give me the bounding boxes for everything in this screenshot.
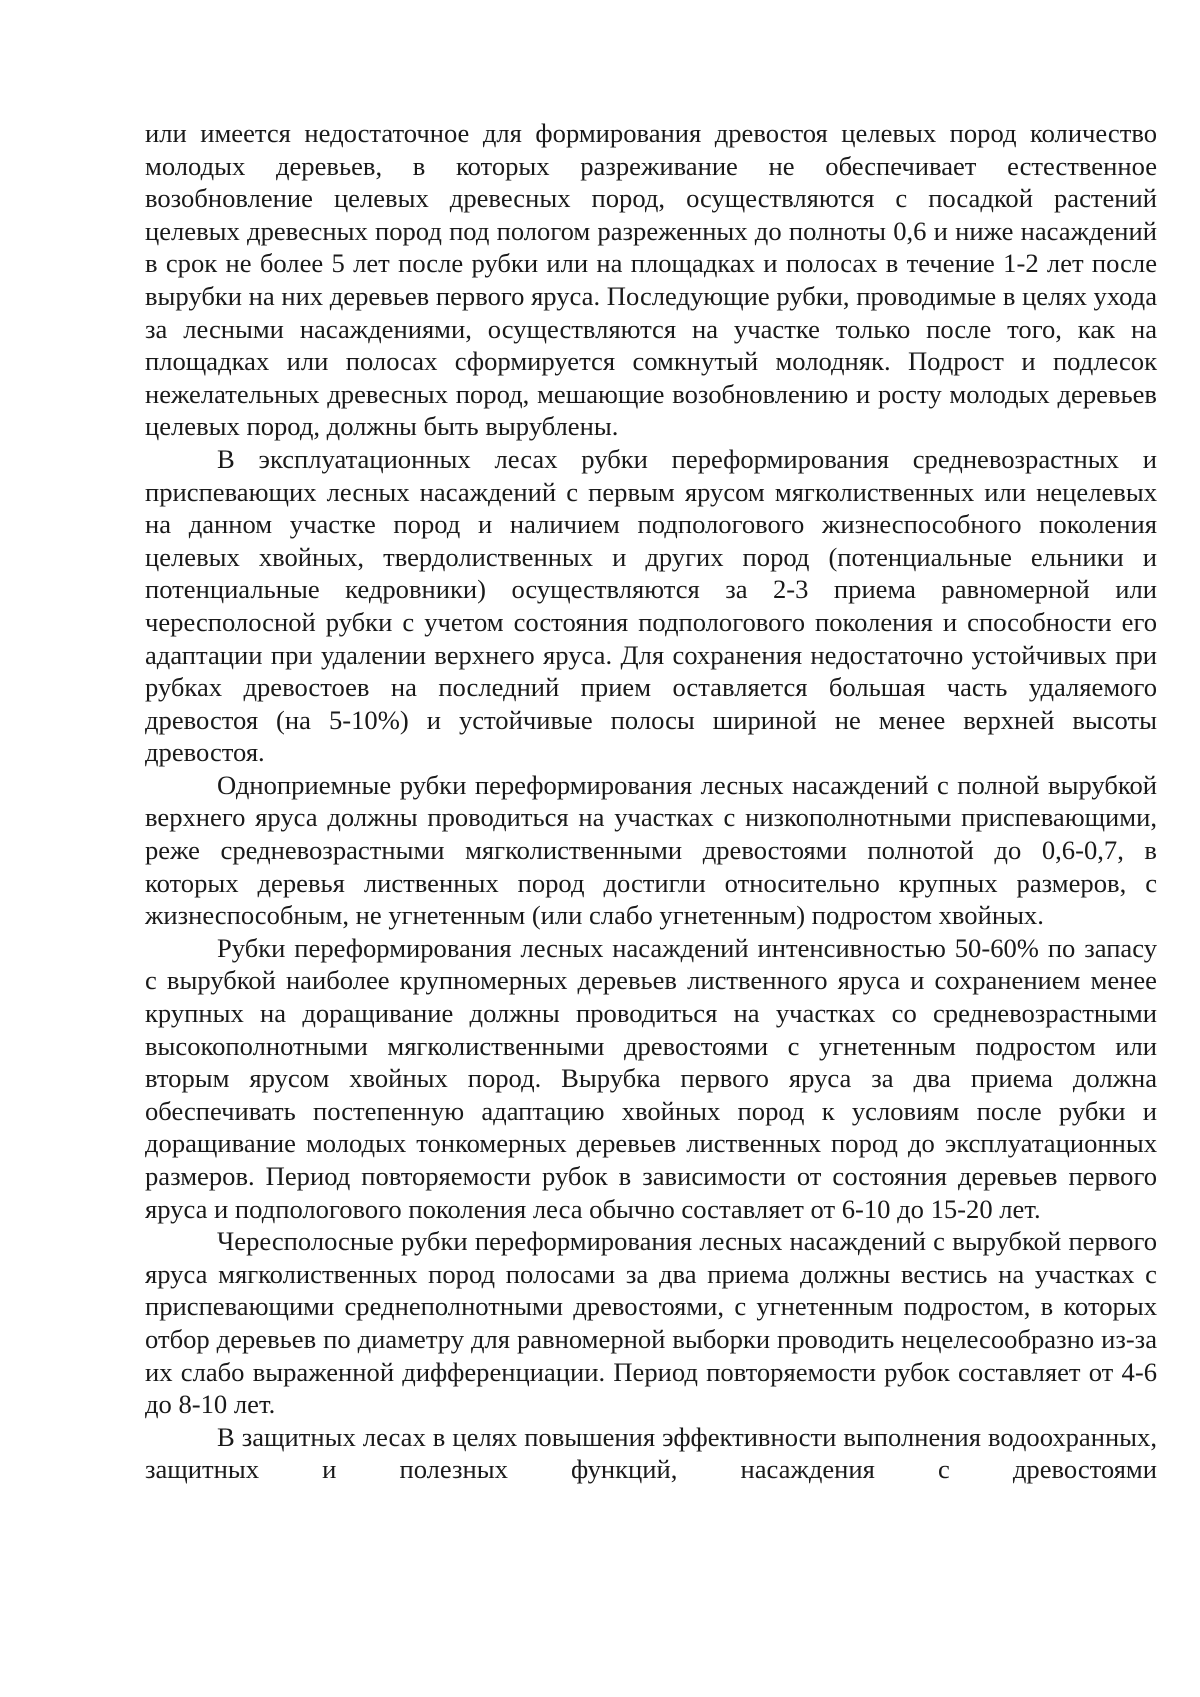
paragraph-6: В защитных лесах в целях повышения эффективности выполнения водоохранных, защитных и полезных функций, насаждения с древостоями — [145, 1421, 1157, 1485]
paragraph-2: В эксплуатационных лесах рубки переформирования средневозрастных и приспевающих лесных насаждений с первым ярусом мягколиственных или нецелевых на данном участке пород и наличием подпологового жизнеспособного поколения целевых хвойных, твердолиственных и других пород (потенциальные ельники и потенциальные кедровники) осуществляются за 2-3 приема равномерной или чересполосной рубки с учетом состояния подпологового поколения и способности его адаптации при удалении верхнего яруса. Для сохранения недостаточно устойчивых при рубках древостоев на последний прием оставляется большая часть удаляемого древостоя (на 5-10%) и устойчивые полосы шириной не менее верхней высоты древостоя. — [145, 443, 1157, 768]
paragraph-4: Рубки переформирования лесных насаждений интенсивностью 50-60% по запасу с вырубкой наиболее крупномерных деревьев лиственного яруса и сохранением менее крупных на доращивание должны проводиться на участках со средневозрастными высокополнотными мягколиственными древостоями с угнетенным подростом или вторым ярусом хвойных пород. Вырубка первого яруса за два приема должна обеспечивать постепенную адаптацию хвойных пород к условиям после рубки и доращивание молодых тонкомерных деревьев лиственных пород до эксплуатационных размеров. Период повторяемости рубок в зависимости от состояния деревьев первого яруса и подпологового поколения леса обычно составляет от 6-10 до 15-20 лет. — [145, 932, 1157, 1224]
document-body — [145, 117, 1157, 1486]
paragraph-3: Одноприемные рубки переформирования лесных насаждений с полной вырубкой верхнего яруса должны проводиться на участках с низкополнотными приспевающими, реже средневозрастными мягколиственными древостоями полнотой до 0,6-0,7, в которых деревья лиственных пород достигли относительно крупных размеров, с жизнеспособным, не угнетенным (или слабо угнетенным) подростом хвойных. — [145, 769, 1157, 931]
paragraph-1: или имеется недостаточное для формирования древостоя целевых пород количество молодых деревьев, в которых разреживание не обеспечивает естественное возобновление целевых древесных пород, осуществляются с посадкой растений целевых древесных пород под пологом разреженных до полноты 0,6 и ниже насаждений в срок не более 5 лет после рубки или на площадках и полосах в течение 1-2 лет после вырубки на них деревьев первого яруса. Последующие рубки, проводимые в целях ухода за лесными насаждениями, осуществляются на участке только после того, как на площадках или полосах сформируется сомкнутый молодняк. Подрост и подлесок нежелательных древесных пород, мешающие возобновлению и росту молодых деревьев целевых пород, должны быть вырублены. — [145, 118, 1157, 442]
paragraph-5: Чересполосные рубки переформирования лесных насаждений с вырубкой первого яруса мягколиственных пород полосами за два приема должны вестись на участках с приспевающими среднеполнотными древостоями, с угнетенным подростом, в которых отбор деревьев по диаметру для равномерной выборки проводить нецелесообразно из-за их слабо выраженной дифференциации. Период повторяемости рубок составляет от 4-6 до 8-10 лет. — [145, 1226, 1157, 1420]
